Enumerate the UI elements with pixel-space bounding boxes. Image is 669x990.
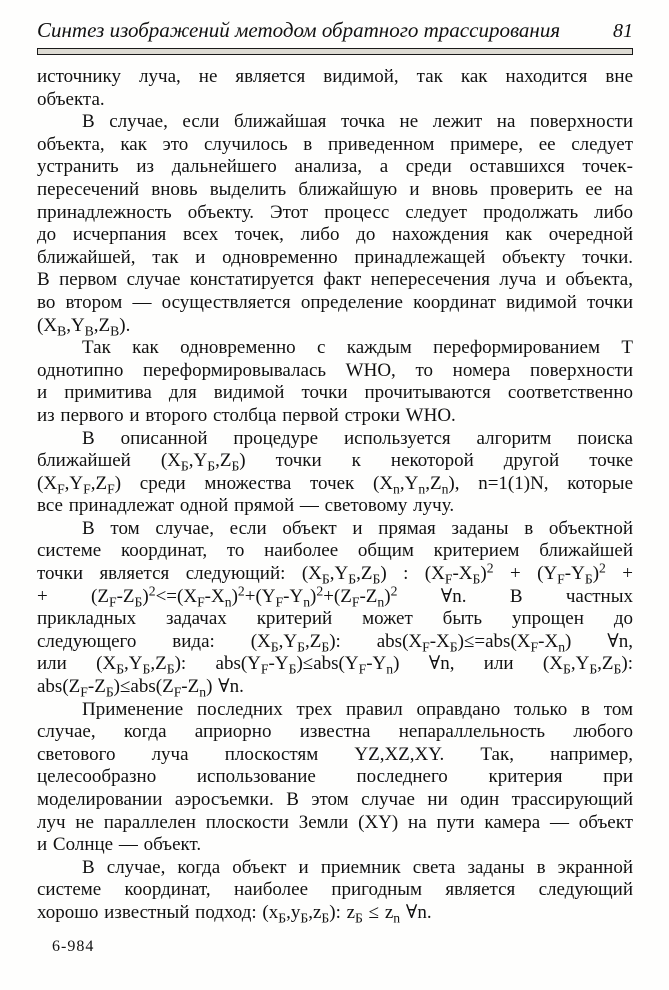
text-line: принадлежность объекту. Этот процесс следует продолжать либо (37, 201, 633, 223)
paragraph (37, 699, 633, 857)
running-head-title: Синтез изображений методом обратного трассирования (37, 18, 561, 42)
text-line: $(X_F,Y_F,Z_F)$ среди множества точек $(X_n,Y_n,Z_n)$, n=1(1)N, которые (37, 472, 634, 497)
text-line: + $(Z_F-Z_Б)^2<=(X_F-X_n)^2+(Y_F-Y_n)^2+(Z_F-Z_n)^2$ ∀n. В частных (37, 583, 633, 610)
text-line: и Солнце — объект. (37, 834, 202, 856)
paragraph (37, 428, 633, 518)
text-line: В том случае, если объект и прямая заданы в объектной (82, 517, 633, 539)
text-line: хорошо известный подход: $(x_Б,y_Б,z_Б)$: $z_Б \le z_n$ ∀n. (37, 901, 432, 926)
text-line: системе координат, наиболее пригодным является следующий (37, 879, 633, 901)
paragraph (37, 66, 633, 111)
printers-signature-mark: 6-984 (52, 938, 95, 955)
text-line: следующего вида: $(X_Б,Y_Б,Z_Б)$: $abs(X_F-X_Б)\le=abs(X_F-X_n)$ ∀n, (37, 630, 634, 655)
text-line: однотипно переформировывалась WHO, то номера поверхности (37, 359, 633, 381)
text-line: ближайшей $(X_Б,Y_Б,Z_Б)$ точки к некоторой другой точке (37, 450, 633, 474)
text-line: В случае, если ближайшая точка не лежит на поверхности (82, 111, 633, 133)
paragraph (37, 337, 633, 427)
page-body (37, 66, 633, 925)
paragraph (37, 111, 633, 337)
text-line: случае, когда априорно известна непараллельность любого (37, 721, 633, 743)
text-line: В случае, когда объект и приемник света заданы в экранной (82, 856, 633, 878)
paragraph (37, 518, 633, 699)
text-line: до исчерпания всех точек, либо до нахождения как очередной (37, 224, 633, 246)
text-line: и примитива для видимой точки прочитываются соответственно (37, 382, 633, 404)
text-line: В первом случае констатируется факт непересечения луча и объекта, (37, 269, 633, 291)
text-line: объекта. (37, 88, 105, 110)
header-rule (37, 48, 633, 55)
text-line: светового луча плоскостям YZ,XZ,XY. Так, например, (37, 743, 633, 765)
text-line: устранить из дальнейшего анализа, а среди оставшихся точек- (37, 156, 633, 178)
text-line: во втором — осуществляется определение координат видимой точки (37, 291, 633, 313)
text-line: системе координат, то наиболее общим критерием ближайшей (37, 540, 633, 562)
page-number: 81 (613, 20, 633, 42)
paragraph (37, 857, 633, 925)
text-line: объекта, как это случилось в приведенном примере, ее следует (37, 133, 633, 155)
text-line: точки является следующий: $(X_Б,Y_Б,Z_Б)$ : $(X_F-X_Б)^2 + (Y_F-Y_Б)^2$ + (37, 560, 634, 587)
text-line: пересечений вновь выделить ближайшую и вновь проверить ее на (37, 178, 633, 200)
text-line: Так как одновременно с каждым переформированием Т (82, 337, 633, 359)
text-line: прикладных задачах критерий может быть упрощен до (37, 608, 633, 630)
text-line: все принадлежат одной прямой — световому лучу. (37, 495, 455, 517)
text-line: моделировании аэросъемки. В этом случае ни один трассирующий (37, 789, 633, 810)
text-line: $(X_В,Y_В,Z_В)$. (37, 314, 131, 338)
text-line: ближайшей, так и одновременно принадлежащей объекту точки. (37, 246, 633, 268)
text-line: луч не параллелен плоскости Земли (XY) на пути камера — объект (37, 811, 633, 833)
text-line: целесообразно использование последнего критерия при (37, 766, 633, 788)
text-line: источнику луча, не является видимой, так как находится вне (37, 66, 633, 87)
text-line: $abs(Z_F-Z_Б)\le abs(Z_F-Z_n)$ ∀n. (37, 676, 244, 700)
text-line: Применение последних трех правил оправдано только в том (82, 698, 633, 720)
text-line: В описанной процедуре используется алгоритм поиска (82, 427, 633, 449)
page-header (37, 18, 633, 43)
text-line: или $(X_Б,Y_Б,Z_Б)$: $abs(Y_F-Y_Б)\le abs(Y_F-Y_n)$ ∀n, или $(X_Б,Y_Б,Z_Б)$: (37, 653, 633, 677)
text-line: из первого и второго столбца первой строки WHO. (37, 404, 456, 426)
